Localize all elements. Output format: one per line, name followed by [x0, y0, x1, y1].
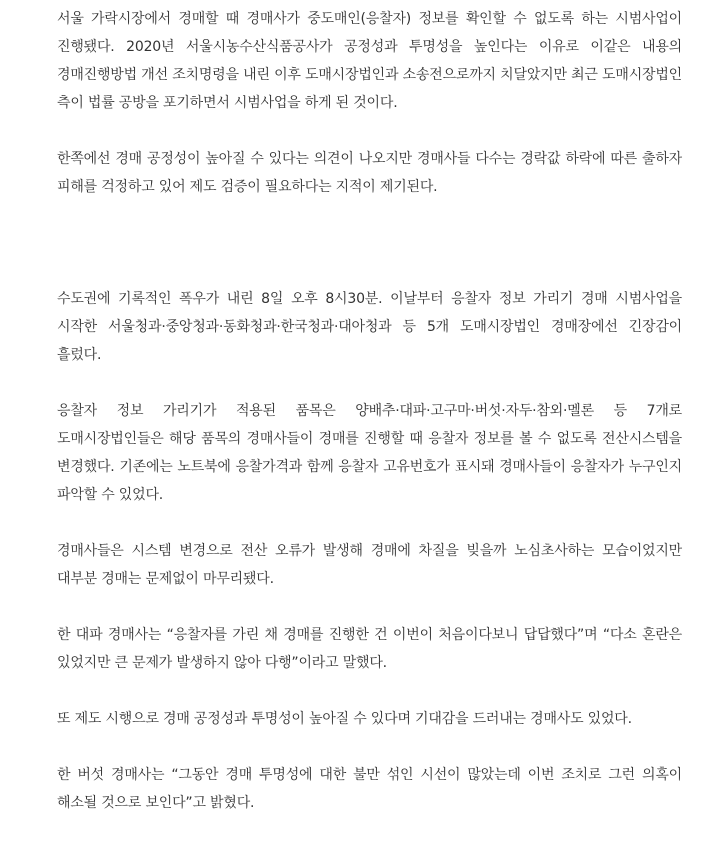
article-paragraph: 한 버섯 경매사는 “그동안 경매 투명성에 대한 불만 섞인 시선이 많았는데 이번 조치로 그런 의혹이 해소될 것으로 보인다”고 밝혔다. — [57, 767, 682, 811]
article-paragraph: 한쪽에선 경매 공정성이 높아질 수 있다는 의견이 나오지만 경매사들 다수는 경락값 하락에 따른 출하자 피해를 걱정하고 있어 제도 검증이 필요하다는 지적이 제기된다. — [57, 151, 682, 195]
article-body — [57, 5, 682, 845]
paragraph-spacer — [57, 229, 682, 285]
article-paragraph: 또 제도 시행으로 경매 공정성과 투명성이 높아질 수 있다며 기대감을 드러내는 경매사도 있었다. — [57, 711, 632, 727]
article-paragraph: 수도권에 기록적인 폭우가 내린 8일 오후 8시30분. 이날부터 응찰자 정보 가리기 경매 시범사업을 시작한 서울청과·중앙청과·동화청과·한국청과·대아청과 등 5개 도매시장법인 경매장에선 긴장감이 흘렀다. — [57, 291, 682, 363]
article-paragraph: 한 대파 경매사는 “응찰자를 가린 채 경매를 진행한 건 이번이 처음이다보니 답답했다”며 “다소 혼란은 있었지만 큰 문제가 발생하지 않아 다행”이라고 말했다. — [57, 627, 682, 671]
article-paragraph: 경매사들은 시스템 변경으로 전산 오류가 발생해 경매에 차질을 빚을까 노심초사하는 모습이었지만 대부분 경매는 문제없이 마무리됐다. — [57, 543, 682, 587]
article-paragraph: 서울 가락시장에서 경매할 때 경매사가 중도매인(응찰자) 정보를 확인할 수 없도록 하는 시범사업이 진행됐다. 2020년 서울시농수산식품공사가 공정성과 투명성을 높인다는 이유로 이같은 내용의 경매진행방법 개선 조치명령을 내린 이후 도매시장법인과 소송전으로까지 치달았지만 최근 도매시장법인 측이 법률 공방을 포기하면서 시범사업을 하게 된 것이다. — [57, 11, 682, 111]
article-paragraph: 응찰자 정보 가리기가 적용된 품목은 양배추·대파·고구마·버섯·자두·참외·멜론 등 7개로 도매시장법인들은 해당 품목의 경매사들이 경매를 진행할 때 응찰자 정보를 볼 수 없도록 전산시스템을 변경했다. 기존에는 노트북에 응찰가격과 함께 응찰자 고유번호가 표시돼 경매사들이 응찰자가 누구인지 파악할 수 있었다. — [57, 403, 682, 503]
